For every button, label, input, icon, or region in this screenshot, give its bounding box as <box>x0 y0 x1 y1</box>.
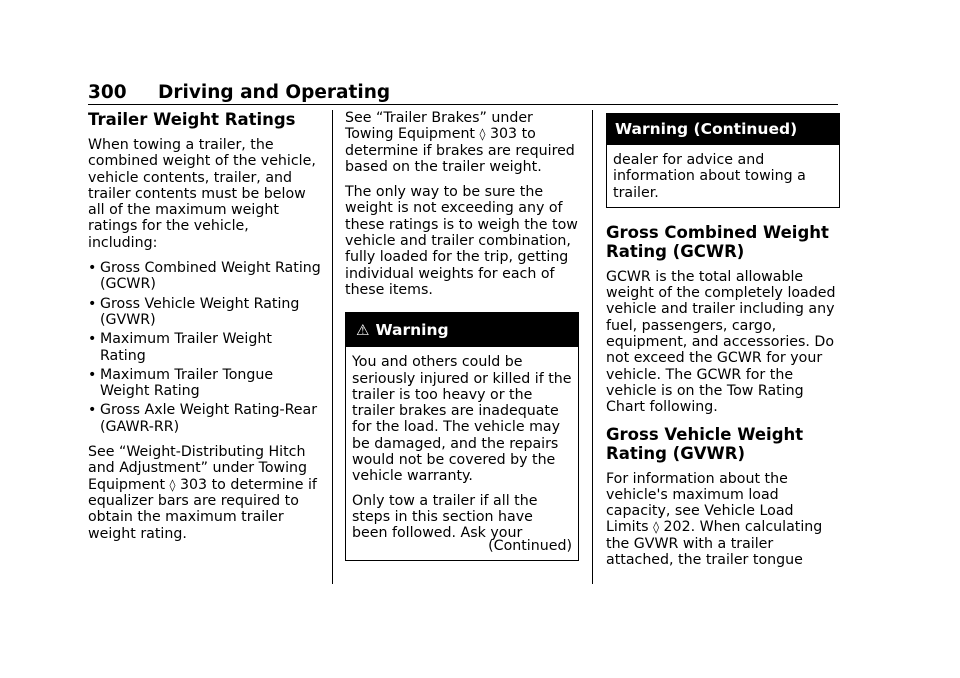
warning-header: ⚠ Warning <box>346 313 578 347</box>
page-ref-icon: ◊ <box>479 127 486 142</box>
warning-icon: ⚠ <box>356 321 370 340</box>
heading-gcwr: Gross Combined Weight Rating (GCWR) <box>606 222 829 261</box>
warning-continued-header: Warning (Continued) <box>607 114 839 145</box>
gcwr-paragraph: GCWR is the total allowable weight of the completely loaded vehicle and trailer including any fuel, passengers, cargo, equipment, and accessories. Do not exceed the GCWR for your vehicle. The GCWR for the vehicle is on the Tow Rating Chart following. <box>606 268 836 416</box>
heading-trailer-weight-ratings: Trailer Weight Ratings <box>88 110 296 129</box>
continued-label: (Continued) <box>488 537 572 554</box>
gvwr-paragraph: For information about the vehicle's maximum load capacity, see Vehicle Load Limits ◊ 202. When calculating the GVWR with a trailer attached, the trailer tongue <box>606 470 823 569</box>
list-item: • Maximum Trailer Tongue Weight Rating <box>88 367 322 400</box>
column-2 <box>345 110 579 561</box>
column-divider <box>592 110 593 584</box>
list-item: • Gross Vehicle Weight Rating (GVWR) <box>88 296 322 329</box>
page-header <box>88 80 838 105</box>
page-ref-link[interactable]: 303 <box>489 126 518 143</box>
page-ref-link[interactable]: 303 <box>179 476 208 493</box>
page-ref-icon: ◊ <box>169 477 176 492</box>
weigh-paragraph: The only way to be sure the weight is not exceeding any of these ratings is to weigh the tow vehicle and trailer combination, fully loaded for the trip, getting individual weights for each of these items. <box>345 184 578 298</box>
trailer-brakes-paragraph: See “Trailer Brakes” under Towing Equipment ◊ 303 to determine if brakes are required based on the trailer weight. <box>345 110 575 175</box>
warning-continued-box <box>606 113 840 208</box>
list-item: • Gross Axle Weight Rating-Rear (GAWR-RR) <box>88 402 322 435</box>
warning-text: dealer for advice and information about towing a trailer. <box>613 152 806 201</box>
warning-text: You and others could be seriously injured or killed if the trailer is too heavy or the trailer brakes are inadequate for the load. The vehicle may be damaged, and the repairs would not be covered by the vehicle warranty. <box>352 354 572 485</box>
intro-paragraph: When towing a trailer, the combined weight of the vehicle, vehicle contents, trailer, and trailer contents must be below all of the maximum weight ratings for the vehicle, including: <box>88 137 316 251</box>
weight-distributing-paragraph: See “Weight-Distributing Hitch and Adjustment” under Towing Equipment ◊ 303 to determine if equalizer bars are required to obtain the maximum trailer weight rating. <box>88 444 317 542</box>
column-divider <box>332 110 333 584</box>
heading-gvwr: Gross Vehicle Weight Rating (GVWR) <box>606 424 804 463</box>
column-3 <box>606 110 840 577</box>
page-ref-link[interactable]: 202 <box>663 519 691 536</box>
column-1 <box>88 110 322 551</box>
warning-text: Only tow a trailer if all the steps in this section have been followed. Ask your <box>352 492 538 542</box>
page-ref-icon: ◊ <box>653 520 660 535</box>
page-number: 300 <box>88 82 127 103</box>
section-title: Driving and Operating <box>158 82 391 103</box>
ratings-list <box>88 260 322 435</box>
list-item: • Maximum Trailer Weight Rating <box>88 331 322 364</box>
warning-box <box>345 312 579 561</box>
list-item: • Gross Combined Weight Rating (GCWR) <box>88 260 322 293</box>
